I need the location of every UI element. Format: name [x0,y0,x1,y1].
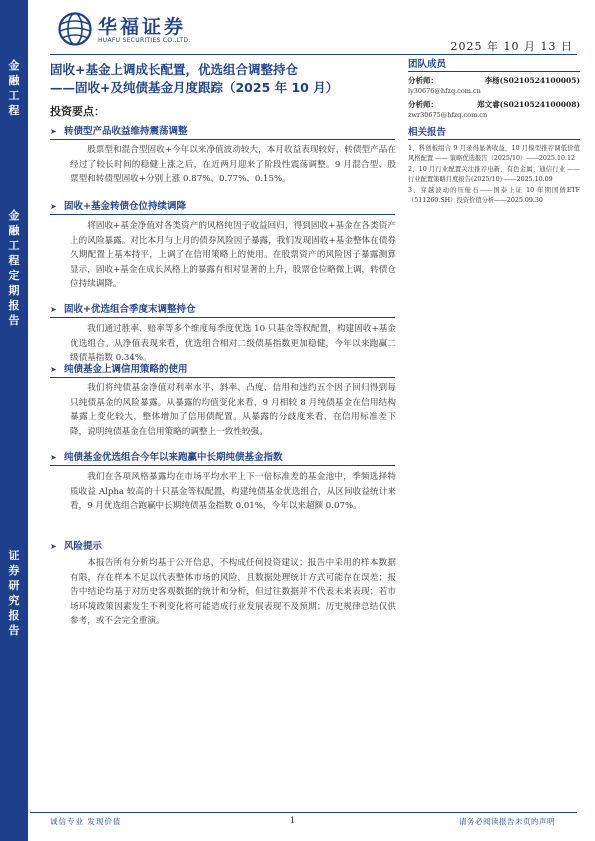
section-body: 本报告所有分析均基于公开信息，不构成任何投资建议；报告中采用的样本数据有限，存在样本不足以代表整体市场的风险，且数据处理统计方式可能存在误差；报告中结论均基于对历史客观数据的统计和分析，但过往数据并不代表未来表现；若市场环境政策因素发生不利变化将可能造成行业发展表现不及预期；历史规律总结仅供参考，或不会完全重演。 [70,558,396,626]
header-divider [50,54,577,55]
section-body: 我们通过胜率、赔率等多个维度每季度优选 10 只基金等权配置，构建固收+基金优选组合。从净值表现来看，优选组合相对二级债基指数更加稳健，今年以来跑赢二级债基指数 0.34%。 [70,324,396,363]
footer-slogan: 诚信专业 发现价值 [50,817,122,826]
sidebar-char: 告 [8,314,20,327]
brand-name-en: HUAFU SECURITIES CO.,LTD. [98,37,191,44]
sidebar-char: 研 [8,579,20,592]
brand-logo [58,10,278,50]
analyst-2: 分析师： 郑文睿(S0210524100008) zwr30675@hfzq.com.cn [408,100,580,119]
title-line-1: 固收+基金上调成长配置，优选组合调整持仓 [50,62,298,77]
related-report-item[interactable]: 3、穿越波动的压舱石——国泰上证 10 年期国债ETF（511260.SH）投资价值分析——2025.09.30 [408,187,580,204]
related-title: 相关报告 [408,126,580,140]
section-rule [50,139,395,140]
sidebar-char: 融 [8,224,20,237]
report-date: 2025 年 10 月 13 日 [450,40,573,53]
related-reports [408,126,580,206]
sidebar-char: 证 [8,549,20,562]
related-report-item[interactable]: 2、10 月行业配置关注推荐电新、有色金属、通信行业 —— 行业配置策略月度报告(2025/10) ——2025.10.09 [408,166,580,183]
page-number: 1 [290,816,296,825]
sidebar-char: 定 [8,269,20,282]
investment-points-label: 投资要点： [50,105,105,118]
arrow-right-icon: ➤ [50,202,57,211]
arrow-right-icon: ➤ [50,127,57,136]
section-body: 将固收+基金净值对各类资产的风格纯因子收益回归，得到固收+基金在各类资产上的风险暴露。对比本月与上月的债券风险因子暴露，我们发现固收+基金整体在债券久期配置上基本持平，上调了在信用策略上的使用。在股票资产的风险因子暴露测算显示，固收+基金在成长风格上的暴露有相对显著的上升，股票仓位略微上调，转债仓位持续调降。 [70,221,396,289]
analyst-email[interactable]: ly30676@hfzq.com.cn [408,87,481,95]
sidebar-char: 报 [8,609,20,622]
arrow-right-icon: ➤ [50,305,57,314]
section-rule [50,317,395,318]
section-body: 股票型和混合型固收+今年以来净值波动较大，本月收益表现较好，转债型产品在经过了较长时间的稳健上涨之后，在近两月迎来了阶段性震荡调整。9 月混合型、股票型和转债型固收+分别上涨 0.87%、0.77%、0.15%。 [70,145,396,184]
footer-disclaimer: 请务必阅读报告末页的声明 [459,817,555,826]
right-column [408,58,580,208]
section-heading: ➤ 转债型产品收益维持震荡调整 [50,126,188,137]
arrow-right-icon: ➤ [50,542,57,551]
section-rule [50,465,395,466]
sidebar-char: 告 [8,624,20,637]
sidebar-label-bottom [0,548,28,638]
sidebar-char: 融 [8,74,20,87]
sidebar-label-top [0,58,28,118]
team-title: 团队成员 [408,58,580,72]
report-title [50,61,390,97]
arrow-right-icon: ➤ [50,365,57,374]
section-body: 我们在各项风格暴露均在市场平均水平上下一倍标准差的基金池中，季频选择特质收益 Alpha 较高的十只基金等权配置，构建纯债基金优选组合，从区间收益统计来看，9 月优选组合跑赢中长期纯债基金指数 0.01%，今年以来超额 0.07%。 [70,472,396,511]
left-sidebar [0,0,28,841]
sidebar-label-mid [0,208,28,328]
related-report-item[interactable]: 1、科创板组合 9 月录得显著收益，10 月模型推荐调低价值风格配置 —— 策略优选报告（2025/10）——2025.10.12 [408,145,580,162]
section-body: 我们将纯债基金净值对利率水平、斜率、凸度、信用和违约五个因子回归得到每只纯债基金的风险暴露。从暴露的均值变化来看，9 月相较 8 月纯债基金在信用结构暴露上变化较大，整体增加了信用债配置。从暴露的分歧度来看，在信用标准差下降，说明纯债基金在信用策略的调整上一致性较强。 [70,383,396,437]
sidebar-char: 金 [8,209,20,222]
arrow-right-icon: ➤ [50,453,57,462]
globe-logo-icon [58,12,92,46]
section-heading: ➤ 固收+基金转债仓位持续调降 [50,201,186,212]
sidebar-char: 程 [8,254,20,267]
sidebar-char: 金 [8,59,20,72]
section-heading: ➤ 风险提示 [50,541,103,552]
sidebar-char: 期 [8,284,20,297]
analyst-1: 分析师： 李杨(S0210524100005) ly30676@hfzq.com.cn [408,76,580,95]
section-rule [50,377,395,378]
section-heading: ➤ 固收+优选组合季度末调整持仓 [50,304,196,315]
sidebar-char: 程 [8,104,20,117]
sidebar-char: 工 [8,89,20,102]
section-heading: ➤ 纯债基金优选组合今年以来跑赢中长期纯债基金指数 [50,452,283,463]
sidebar-char: 工 [8,239,20,252]
section-heading: ➤ 纯债基金上调信用策略的使用 [50,364,188,375]
footer-divider [30,812,577,813]
brand-name-cn: 华福证券 [98,16,187,38]
analyst-email[interactable]: zwr30675@hfzq.com.cn [408,111,488,119]
sidebar-char: 券 [8,564,20,577]
sidebar-char: 报 [8,299,20,312]
section-rule [50,214,395,215]
title-line-2: ——固收+及纯债基金月度跟踪（2025 年 10 月） [50,80,339,95]
sidebar-char: 究 [8,594,20,607]
